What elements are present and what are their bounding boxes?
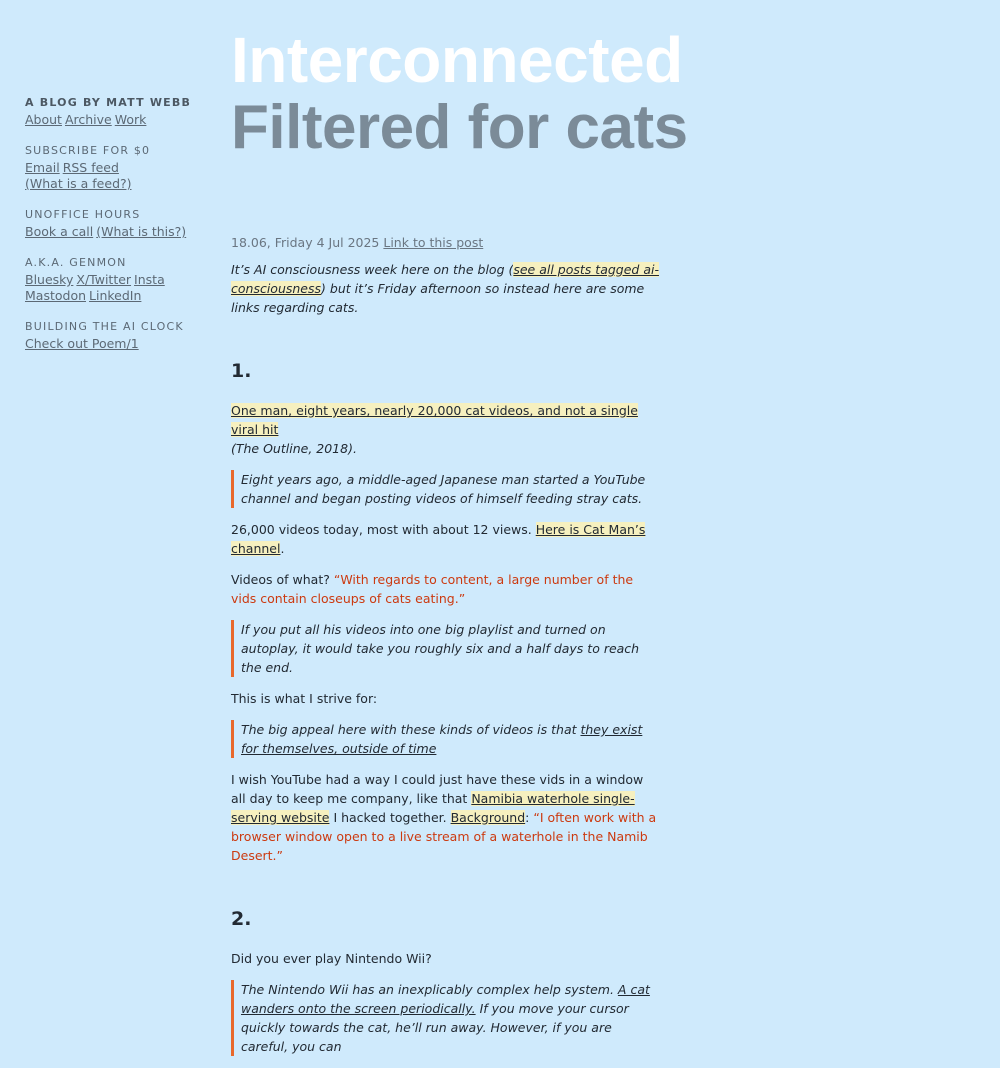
blockquote	[231, 980, 661, 1056]
quote-text-rest: If you move your cursor quickly towards the cat, he’ll run away. However, if you are careful, you can	[241, 1001, 629, 1054]
sidebar	[25, 96, 215, 368]
post-meta	[231, 233, 661, 252]
paragraph-text: 26,000 videos today, most with about 12 views.	[231, 522, 536, 537]
sidebar-byline-section	[25, 96, 215, 128]
insta-link[interactable]: Insta	[134, 272, 165, 287]
mastodon-link[interactable]: Mastodon	[25, 288, 87, 303]
outline-article-link[interactable]: One man, eight years, nearly 20,000 cat videos, and not a single viral hit	[231, 403, 638, 437]
paragraph	[231, 770, 661, 865]
inline-quote: “With regards to content, a large number of the vids contain closeups of cats eating.”	[231, 572, 634, 606]
clock-title: BUILDING THE AI CLOCK	[25, 320, 184, 333]
nav-work-link[interactable]: Work	[114, 112, 147, 127]
inline-quote: “I often work with a browser window open to a live stream of a waterhole in the Namib Desert.”	[231, 810, 657, 863]
nav-archive-link[interactable]: Archive	[64, 112, 112, 127]
nav-about-link[interactable]: About	[25, 112, 62, 127]
paragraph: Did you ever play Nintendo Wii?	[231, 951, 432, 966]
sidebar-hours-section	[25, 208, 215, 240]
background-link[interactable]: Background	[450, 810, 526, 825]
intro-text: It’s AI consciousness week here on the blog (	[231, 262, 514, 277]
aka-title: A.K.A. GENMON	[25, 256, 127, 269]
paragraph-text: I hacked together.	[329, 810, 451, 825]
poem-link[interactable]: Check out Poem/1	[25, 336, 139, 351]
twitter-link[interactable]: X/Twitter	[76, 272, 132, 287]
blockquote	[231, 720, 661, 758]
permalink[interactable]: Link to this post	[383, 235, 484, 250]
paragraph-text: Videos of what?	[231, 572, 334, 587]
sidebar-clock-section	[25, 320, 215, 352]
quote-text: If you put all his videos into one big playlist and turned on autoplay, it would take you roughly six and a half days to reach the end.	[241, 622, 640, 675]
blockquote	[231, 620, 661, 677]
source-citation: (The Outline, 2018).	[231, 441, 357, 456]
quote-text: The big appeal here with these kinds of videos is that	[241, 722, 581, 737]
namibia-waterhole-link[interactable]: Namibia waterhole single-serving website	[231, 791, 635, 825]
sidebar-subscribe-section	[25, 144, 215, 192]
what-is-feed-link[interactable]: (What is a feed?)	[25, 176, 132, 191]
paragraph-text: I wish YouTube had a way I could just have these vids in a window all day to keep me company, like that	[231, 772, 644, 806]
book-call-link[interactable]: Book a call	[25, 224, 94, 239]
paragraph	[231, 570, 661, 608]
sidebar-byline: A BLOG BY MATT WEBB	[25, 96, 192, 109]
hours-title: UNOFFICE HOURS	[25, 208, 141, 221]
email-link[interactable]: Email	[25, 160, 60, 175]
quote-text: The Nintendo Wii has an inexplicably complex help system.	[241, 982, 618, 997]
post-date: 18.06, Friday 4 Jul 2025	[231, 235, 380, 250]
quote-underlined: A cat wanders onto the screen periodically.	[241, 982, 650, 1016]
section-number-1: 1.	[231, 360, 252, 382]
post-body	[231, 233, 661, 1068]
section-number-2: 2.	[231, 908, 252, 930]
post-title: Filtered for cats	[231, 93, 688, 162]
paragraph-text: :	[525, 810, 534, 825]
tag-link[interactable]: see all posts tagged ai-consciousness	[231, 262, 659, 296]
intro-paragraph	[231, 260, 661, 317]
paragraph: This is what I strive for:	[231, 691, 378, 706]
bluesky-link[interactable]: Bluesky	[25, 272, 74, 287]
quote-underlined: they exist for themselves, outside of time	[241, 722, 643, 756]
intro-text-end: ) but it’s Friday afternoon so instead here are some links regarding cats.	[231, 281, 645, 315]
blockquote	[231, 470, 661, 508]
site-title[interactable]: Interconnected	[231, 24, 683, 96]
paragraph	[231, 520, 661, 558]
sidebar-aka-section	[25, 256, 215, 304]
rss-feed-link[interactable]: RSS feed	[62, 160, 119, 175]
cat-man-channel-link[interactable]: Here is Cat Man’s channel	[231, 522, 646, 556]
paragraph-text-end: .	[280, 541, 285, 556]
subscribe-title: SUBSCRIBE FOR $0	[25, 144, 151, 157]
section1-source-paragraph	[231, 401, 661, 458]
linkedin-link[interactable]: LinkedIn	[89, 288, 142, 303]
what-is-this-link[interactable]: (What is this?)	[96, 224, 187, 239]
quote-text: Eight years ago, a middle-aged Japanese man started a YouTube channel and began posting videos of himself feeding stray cats.	[241, 472, 646, 506]
